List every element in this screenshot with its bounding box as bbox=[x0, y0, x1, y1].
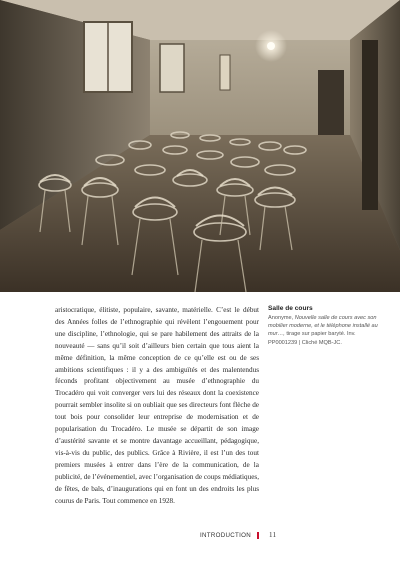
body-paragraph bbox=[55, 305, 259, 507]
caption-text bbox=[268, 314, 380, 347]
photo-caption bbox=[268, 305, 380, 347]
caption-author: Anonyme, bbox=[268, 315, 295, 321]
caption-details: tirage sur papier baryté. Inv. PP0001239 | Cliché MQB-JC. bbox=[268, 331, 356, 346]
caption-title: Salle de cours bbox=[268, 305, 313, 312]
section-name: INTRODUCTION bbox=[200, 531, 252, 539]
body-paragraph-text: aristocratique, élitiste, populaire, savante, matérielle. C’est le début des Années folles de l’ethnographie qui révèlent l’engouement pour une discipline, l’ethnologie, qui se pare habilement des attraits de la nouveauté — sans qu’il soit d’ailleurs bien certain que tous aient la même définition, la même conception de ce qu’elle est ou de ses ambitions scientifiques : il y a des ambiguïtés et des malentendus féconds profitant objectivement au musée d’ethnographie du Trocadéro qui voit converger vers lui des réseaux dont la coexistence pourrait sembler insolite si on oubliait que ses directeurs font flèche de tout bois pour consolider leur entreprise de modernisation et de popularisation du Trocadéro. Le musée se départit de son image d’austérité savante et se montre davantage accueillant, pédagogique, vis-à-vis du public, des publics. Grâce à Rivière, il est l’un des tout premiers musées à entrer dans l’ère de la communication, de la publicité, de l’événementiel, avec l’organisation de coups médiatiques, de fêtes, de bals, d’inaugurations qui en font un des endroits les plus courus de Paris. Tout commence en 1928. bbox=[55, 306, 259, 505]
page-number: 11 bbox=[269, 531, 277, 539]
separator-bar bbox=[257, 532, 259, 539]
caption-work-title: Nouvelle salle de cours avec son mobilier moderne, et le téléphone installé au mur…, bbox=[268, 315, 378, 338]
page-footer bbox=[200, 530, 276, 540]
